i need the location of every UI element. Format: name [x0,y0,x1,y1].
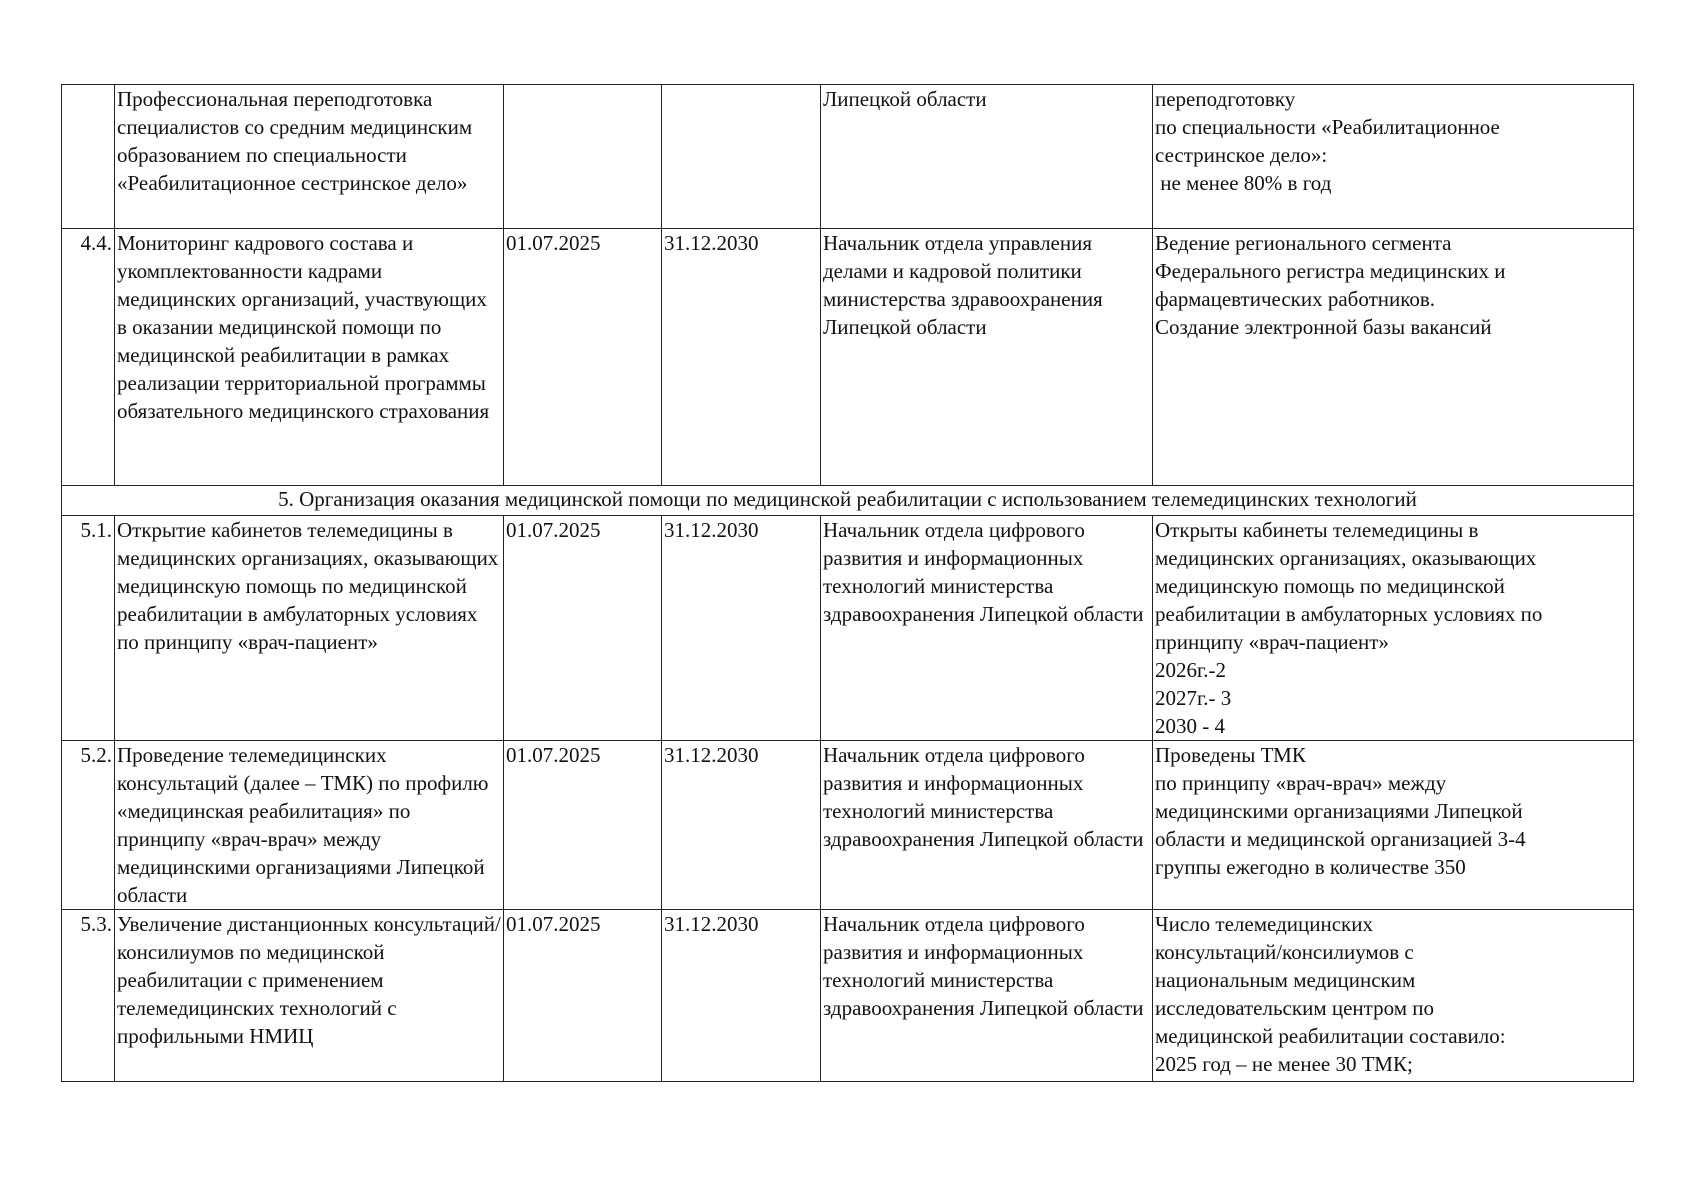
result-line: принципу «врач-пациент» [1155,630,1389,654]
section-row [62,486,1634,516]
row-number: 4.4. [62,229,115,486]
section-heading: 5. Организация оказания медицинской помощи по медицинской реабилитации с использованием телемедицинских технологий [62,486,1634,516]
responsible-cell: Начальник отдела цифрового развития и информационных технологий министерства здравоохранения Липецкой области [821,910,1153,1082]
activity-cell: Мониторинг кадрового состава и укомплектованности кадрами медицинских организаций, участвующих в оказании медицинской помощи по медицинской реабилитации в рамках реализации территориальной программы обязательного медицинского страхования [115,229,504,486]
table-row [62,516,1634,741]
plan-table [61,84,1634,1082]
activity-cell: Проведение телемедицинских консультаций (далее – ТМК) по профилю «медицинская реабилитация» по принципу «врач-врач» между медицинскими организациями Липецкой области [115,741,504,910]
result-cell [1153,85,1634,229]
result-line: Создание электронной базы вакансий [1155,315,1492,339]
result-line: не менее 80% в год [1155,171,1332,195]
table-row [62,910,1634,1082]
row-number [62,85,115,229]
result-line: по принципу «врач-врач» между [1155,771,1447,795]
result-line: Федерального регистра медицинских и [1155,259,1506,283]
result-line: сестринское дело»: [1155,143,1328,167]
responsible-cell: Начальник отдела управления делами и кадровой политики министерства здравоохранения Липецкой области [821,229,1153,486]
result-cell [1153,741,1634,910]
end-date-cell: 31.12.2030 [662,229,821,486]
result-line: группы ежегодно в количестве 350 [1155,855,1466,879]
result-line: медицинских организациях, оказывающих [1155,546,1537,570]
result-line: 2030 - 4 [1155,714,1225,738]
result-line: Проведены ТМК [1155,743,1306,767]
result-line: переподготовку [1155,87,1296,111]
result-line: области и медицинской организацией 3-4 [1155,827,1526,851]
result-line: Ведение регионального сегмента [1155,231,1452,255]
result-line: фармацевтических работников. [1155,287,1436,311]
activity-cell: Открытие кабинетов телемедицины в медицинских организациях, оказывающих медицинскую помощь по медицинской реабилитации в амбулаторных условиях по принципу «врач-пациент» [115,516,504,741]
result-line: 2027г.- 3 [1155,686,1232,710]
result-line: по специальности «Реабилитационное [1155,115,1500,139]
result-line: Открыты кабинеты телемедицины в [1155,518,1479,542]
start-date-cell: 01.07.2025 [504,516,662,741]
result-line: исследовательским центром по [1155,996,1434,1020]
row-number: 5.3. [62,910,115,1082]
start-date-cell: 01.07.2025 [504,229,662,486]
result-line: реабилитации в амбулаторных условиях по [1155,602,1543,626]
result-line: Число телемедицинских [1155,912,1373,936]
responsible-cell: Начальник отдела цифрового развития и информационных технологий министерства здравоохранения Липецкой области [821,516,1153,741]
start-date-cell: 01.07.2025 [504,741,662,910]
result-cell [1153,910,1634,1082]
end-date-cell: 31.12.2030 [662,910,821,1082]
responsible-cell: Начальник отдела цифрового развития и информационных технологий министерства здравоохранения Липецкой области [821,741,1153,910]
start-date-cell [504,85,662,229]
result-line: 2025 год – не менее 30 ТМК; [1155,1052,1413,1076]
end-date-cell: 31.12.2030 [662,741,821,910]
result-line: медицинскими организациями Липецкой [1155,799,1523,823]
table-row [62,85,1634,229]
activity-cell: Увеличение дистанционных консультаций/консилиумов по медицинской реабилитации с применением телемедицинских технологий с профильными НМИЦ [115,910,504,1082]
result-line: 2026г.-2 [1155,658,1226,682]
result-cell [1153,516,1634,741]
table-row [62,229,1634,486]
row-number: 5.1. [62,516,115,741]
result-line: медицинскую помощь по медицинской [1155,574,1505,598]
result-line: национальным медицинским [1155,968,1416,992]
table-row [62,741,1634,910]
result-line: медицинской реабилитации составило: [1155,1024,1506,1048]
responsible-cell: Липецкой области [821,85,1153,229]
end-date-cell: 31.12.2030 [662,516,821,741]
result-line: консультаций/консилиумов с [1155,940,1414,964]
result-cell [1153,229,1634,486]
end-date-cell [662,85,821,229]
row-number: 5.2. [62,741,115,910]
activity-cell: Профессиональная переподготовка специалистов со средним медицинским образованием по специальности «Реабилитационное сестринское дело» [115,85,504,229]
start-date-cell: 01.07.2025 [504,910,662,1082]
